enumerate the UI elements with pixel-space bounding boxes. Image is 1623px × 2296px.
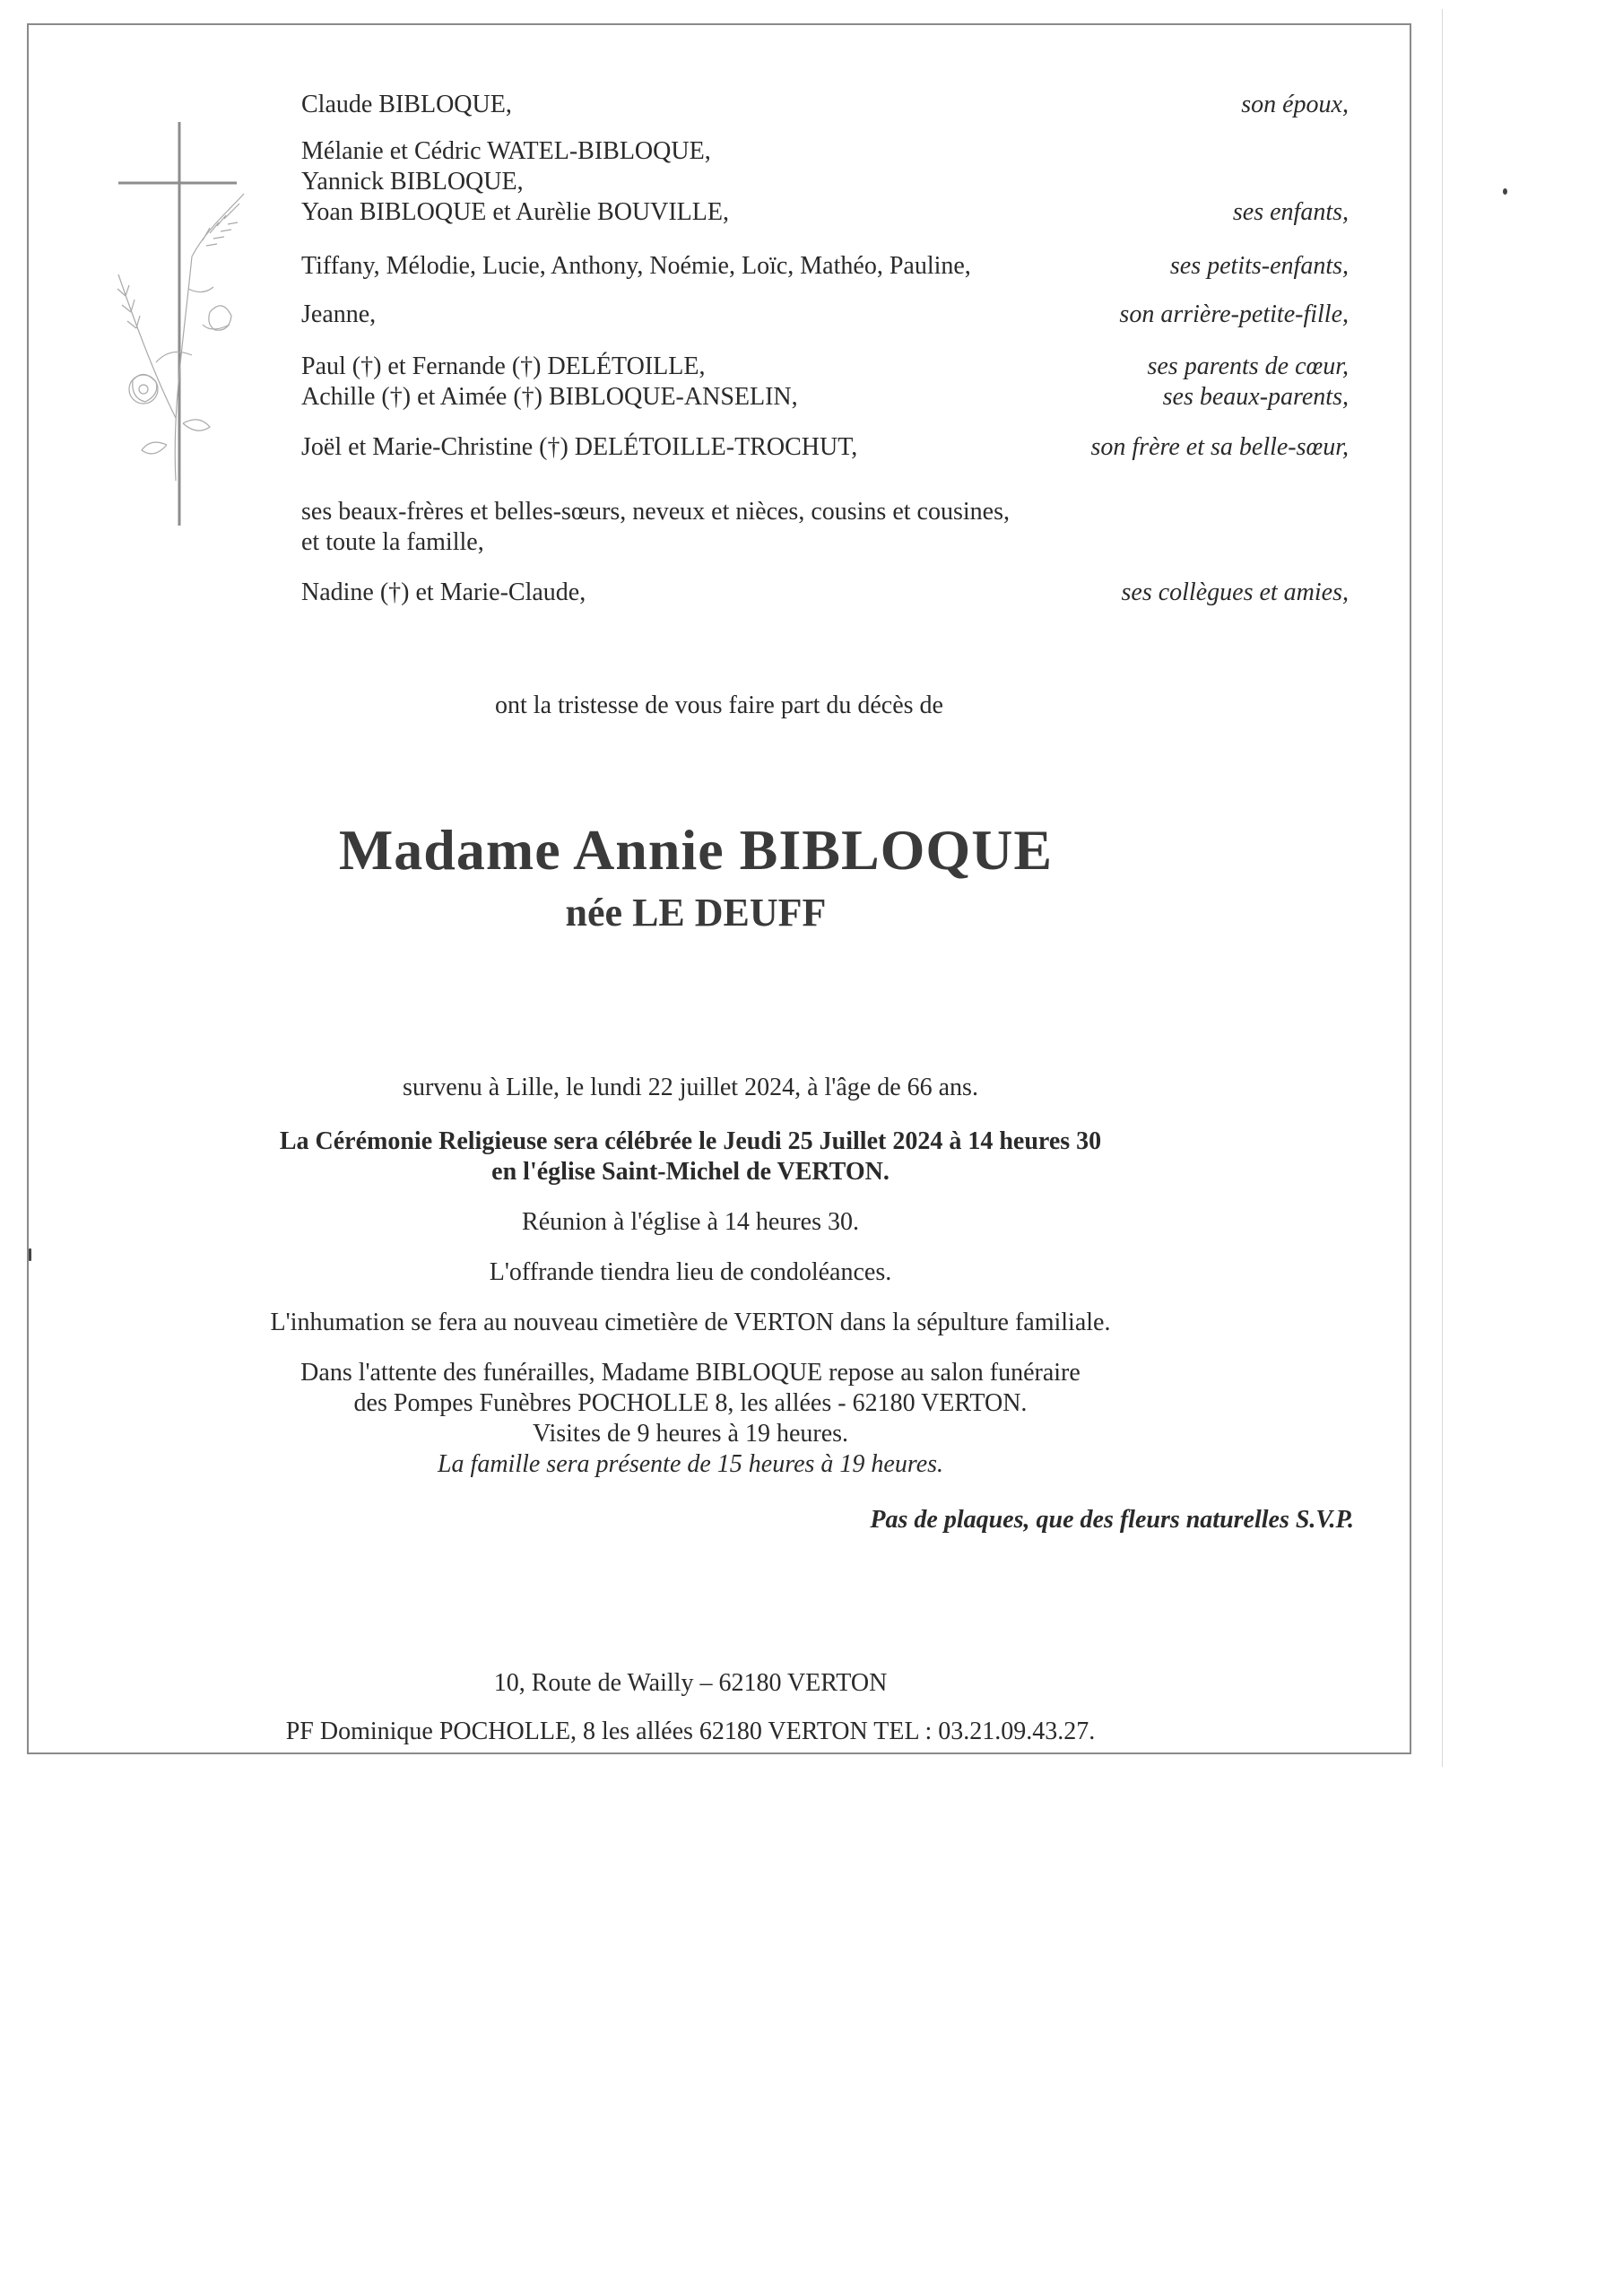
family-row-grandchildren bbox=[301, 251, 1349, 287]
family-role: son frère et sa belle-sœur, bbox=[1090, 433, 1349, 461]
family-role: son époux, bbox=[1241, 91, 1349, 118]
family-role: son arrière-petite-fille, bbox=[1119, 300, 1349, 328]
family-names: Mélanie et Cédric WATEL-BIBLOQUE, Yannick BIBLOQUE, Yoan BIBLOQUE et Aurèlie BOUVILLE, bbox=[301, 137, 729, 226]
family-row-parents bbox=[301, 352, 1349, 416]
family-names: Jeanne, bbox=[301, 300, 377, 328]
family-names: ses beaux-frères et belles-sœurs, neveux et nièces, cousins et cousines, et toute la famille, bbox=[301, 498, 1010, 556]
family-names: Paul (†) et Fernande (†) DELÉTOILLE, Achille (†) et Aimée (†) BIBLOQUE-ANSELIN, bbox=[301, 352, 798, 411]
burial-details: L'inhumation se fera au nouveau cimetière de VERTON dans la sépulture familiale. bbox=[270, 1309, 1111, 1336]
family-role: ses collègues et amies, bbox=[1121, 578, 1349, 606]
deceased-maiden-name: née LE DEUFF bbox=[565, 891, 827, 935]
meeting-details: Réunion à l'église à 14 heures 30. bbox=[522, 1208, 859, 1236]
family-names: Claude BIBLOQUE, bbox=[301, 91, 512, 118]
deceased-name: Madame Annie BIBLOQUE bbox=[338, 818, 1054, 882]
family-row-extended bbox=[301, 497, 1349, 561]
family-row-spouse bbox=[301, 90, 1349, 126]
cross-with-flowers-icon bbox=[113, 122, 247, 535]
scan-speck bbox=[1503, 188, 1507, 195]
family-names: Tiffany, Mélodie, Lucie, Anthony, Noémie, Loïc, Mathéo, Pauline, bbox=[301, 252, 971, 280]
scan-edge bbox=[1442, 9, 1443, 1767]
address: 10, Route de Wailly – 62180 VERTON bbox=[493, 1669, 888, 1697]
family-row-great-grandchild bbox=[301, 300, 1349, 335]
family-names: Joël et Marie-Christine (†) DELÉTOILLE-TROCHUT, bbox=[301, 433, 858, 461]
ceremony-details: La Cérémonie Religieuse sera célébrée le Jeudi 25 Juillet 2024 à 14 heures 30 en l'église Saint-Michel de VERTON. bbox=[279, 1127, 1102, 1186]
family-role: ses parents de cœur, ses beaux-parents, bbox=[1147, 352, 1349, 411]
family-row-children bbox=[301, 136, 1349, 244]
family-role: ses petits-enfants, bbox=[1169, 252, 1349, 280]
family-presence: La famille sera présente de 15 heures à 19 heures. bbox=[437, 1450, 944, 1478]
family-role: ses enfants, bbox=[1232, 198, 1349, 226]
announcement-text: ont la tristesse de vous faire part du décès de bbox=[495, 691, 943, 719]
funeral-home-contact: PF Dominique POCHOLLE, 8 les allées 62180 VERTON TEL : 03.21.09.43.27. bbox=[285, 1718, 1096, 1745]
family-names: Nadine (†) et Marie-Claude, bbox=[301, 578, 586, 606]
flowers-note: Pas de plaques, que des fleurs naturelles S.V.P. bbox=[870, 1506, 1354, 1534]
death-details: survenu à Lille, le lundi 22 juillet 2024, à l'âge de 66 ans. bbox=[403, 1074, 978, 1101]
family-row-siblings bbox=[301, 432, 1349, 468]
family-row-colleagues bbox=[301, 578, 1349, 613]
offering-note: L'offrande tiendra lieu de condoléances. bbox=[489, 1258, 892, 1286]
viewing-details: Dans l'attente des funérailles, Madame BIBLOQUE repose au salon funéraire des Pompes Funèbres POCHOLLE 8, les allées - 62180 VERTON. Visites de 9 heures à 19 heures. La famille sera présente de 15 heures à 19 heures. bbox=[0, 1358, 1410, 1480]
